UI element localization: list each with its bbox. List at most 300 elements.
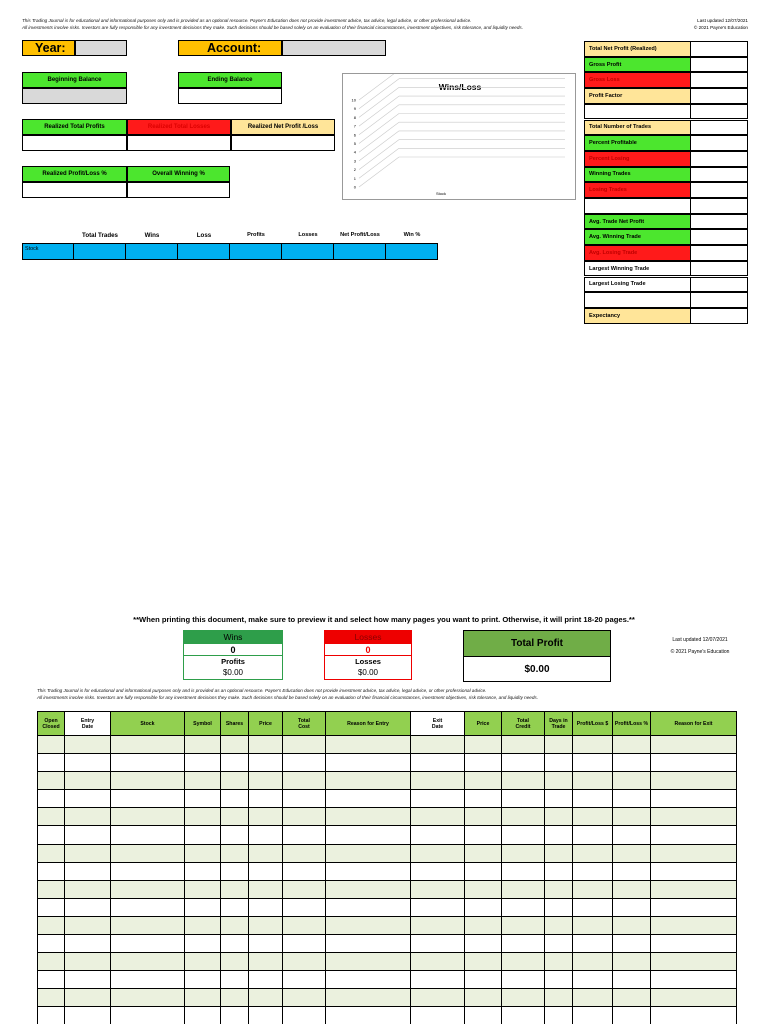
journal-cell[interactable] bbox=[111, 754, 185, 772]
journal-cell[interactable] bbox=[111, 953, 185, 971]
stat-label: Percent Profitable bbox=[584, 135, 691, 151]
journal-cell[interactable] bbox=[283, 898, 326, 916]
journal-cell[interactable] bbox=[573, 880, 613, 898]
journal-cell[interactable] bbox=[573, 808, 613, 826]
journal-cell[interactable] bbox=[185, 736, 221, 754]
summary-cell bbox=[74, 243, 126, 260]
journal-cell[interactable] bbox=[502, 971, 545, 989]
journal-cell[interactable] bbox=[465, 736, 502, 754]
journal-cell[interactable] bbox=[249, 880, 283, 898]
chart-plot bbox=[343, 74, 577, 201]
journal-cell[interactable] bbox=[326, 826, 411, 844]
journal-cell[interactable] bbox=[573, 898, 613, 916]
journal-cell[interactable] bbox=[545, 971, 573, 989]
journal-cell[interactable] bbox=[573, 772, 613, 790]
journal-cell[interactable] bbox=[545, 953, 573, 971]
journal-cell[interactable] bbox=[326, 1007, 411, 1024]
journal-cell[interactable] bbox=[411, 790, 465, 808]
chart-gridline-depth bbox=[359, 105, 399, 135]
journal-cell[interactable] bbox=[411, 754, 465, 772]
journal-cell[interactable] bbox=[545, 862, 573, 880]
stat-label: Largest Winning Trade bbox=[584, 261, 691, 277]
journal-cell[interactable] bbox=[38, 736, 65, 754]
journal-cell[interactable] bbox=[613, 808, 651, 826]
journal-cell[interactable] bbox=[249, 989, 283, 1007]
stat-row bbox=[584, 88, 748, 104]
journal-cell[interactable] bbox=[283, 935, 326, 953]
journal-cell[interactable] bbox=[283, 916, 326, 934]
version-info bbox=[640, 18, 748, 31]
beginning-balance-input[interactable] bbox=[22, 88, 127, 104]
journal-cell[interactable] bbox=[65, 772, 111, 790]
journal-cell[interactable] bbox=[573, 844, 613, 862]
journal-cell[interactable] bbox=[221, 736, 249, 754]
journal-cell[interactable] bbox=[651, 989, 737, 1007]
journal-cell[interactable] bbox=[221, 898, 249, 916]
journal-cell[interactable] bbox=[651, 844, 737, 862]
journal-cell[interactable] bbox=[38, 935, 65, 953]
journal-cell[interactable] bbox=[326, 953, 411, 971]
journal-cell[interactable] bbox=[411, 989, 465, 1007]
journal-cell[interactable] bbox=[545, 898, 573, 916]
journal-cell[interactable] bbox=[38, 754, 65, 772]
journal-cell[interactable] bbox=[65, 989, 111, 1007]
total-profit-label: Total Profit bbox=[464, 631, 610, 657]
journal-cell[interactable] bbox=[221, 935, 249, 953]
score-copyright: © 2021 Payne's Education bbox=[670, 649, 730, 655]
journal-cell[interactable] bbox=[545, 772, 573, 790]
journal-cell[interactable] bbox=[465, 826, 502, 844]
journal-cell[interactable] bbox=[651, 754, 737, 772]
journal-cell[interactable] bbox=[613, 754, 651, 772]
stat-row bbox=[584, 135, 748, 151]
journal-cell[interactable] bbox=[465, 772, 502, 790]
journal-cell[interactable] bbox=[221, 953, 249, 971]
journal-cell[interactable] bbox=[185, 772, 221, 790]
journal-cell[interactable] bbox=[185, 790, 221, 808]
journal-cell[interactable] bbox=[249, 971, 283, 989]
journal-cell[interactable] bbox=[411, 862, 465, 880]
overall-winning-label: Overall Winning % bbox=[127, 166, 230, 182]
stat-label bbox=[584, 104, 691, 120]
stat-row bbox=[584, 120, 748, 136]
journal-cell[interactable] bbox=[411, 880, 465, 898]
journal-cell[interactable] bbox=[185, 989, 221, 1007]
journal-cell[interactable] bbox=[326, 971, 411, 989]
journal-cell[interactable] bbox=[111, 826, 185, 844]
journal-cell[interactable] bbox=[545, 826, 573, 844]
journal-cell[interactable] bbox=[573, 953, 613, 971]
disclaimer-mid bbox=[37, 688, 737, 701]
journal-cell[interactable] bbox=[465, 844, 502, 862]
journal-column-header: Reason for Exit bbox=[651, 712, 737, 736]
journal-cell[interactable] bbox=[65, 916, 111, 934]
journal-cell[interactable] bbox=[573, 971, 613, 989]
journal-cell[interactable] bbox=[502, 772, 545, 790]
journal-cell[interactable] bbox=[38, 953, 65, 971]
journal-cell[interactable] bbox=[651, 971, 737, 989]
realized-net-value bbox=[231, 135, 335, 151]
journal-cell[interactable] bbox=[545, 754, 573, 772]
journal-cell[interactable] bbox=[221, 772, 249, 790]
journal-cell[interactable] bbox=[38, 898, 65, 916]
journal-cell[interactable] bbox=[573, 826, 613, 844]
journal-cell[interactable] bbox=[326, 736, 411, 754]
journal-cell[interactable] bbox=[465, 754, 502, 772]
journal-cell[interactable] bbox=[411, 953, 465, 971]
journal-cell[interactable] bbox=[65, 953, 111, 971]
journal-cell[interactable] bbox=[38, 880, 65, 898]
journal-cell[interactable] bbox=[651, 935, 737, 953]
journal-cell[interactable] bbox=[249, 844, 283, 862]
journal-cell[interactable] bbox=[502, 736, 545, 754]
journal-column-header: Profit/Loss $ bbox=[573, 712, 613, 736]
journal-cell[interactable] bbox=[465, 989, 502, 1007]
journal-cell[interactable] bbox=[502, 808, 545, 826]
journal-cell[interactable] bbox=[545, 844, 573, 862]
journal-cell[interactable] bbox=[185, 935, 221, 953]
journal-cell[interactable] bbox=[573, 989, 613, 1007]
journal-column-header: Reason for Entry bbox=[326, 712, 411, 736]
journal-cell[interactable] bbox=[185, 844, 221, 862]
journal-cell[interactable] bbox=[38, 790, 65, 808]
journal-cell[interactable] bbox=[38, 1007, 65, 1024]
journal-cell[interactable] bbox=[411, 898, 465, 916]
journal-cell[interactable] bbox=[326, 754, 411, 772]
year-input[interactable] bbox=[75, 40, 127, 56]
journal-cell[interactable] bbox=[326, 898, 411, 916]
journal-cell[interactable] bbox=[283, 754, 326, 772]
journal-cell[interactable] bbox=[249, 1007, 283, 1024]
journal-cell[interactable] bbox=[111, 935, 185, 953]
journal-cell[interactable] bbox=[573, 790, 613, 808]
stat-label: Percent Losing bbox=[584, 151, 691, 167]
journal-cell[interactable] bbox=[249, 953, 283, 971]
journal-cell[interactable] bbox=[185, 880, 221, 898]
journal-cell[interactable] bbox=[65, 844, 111, 862]
journal-cell[interactable] bbox=[283, 826, 326, 844]
journal-cell[interactable] bbox=[185, 862, 221, 880]
chart-gridline-depth bbox=[359, 74, 399, 100]
journal-cell[interactable] bbox=[502, 862, 545, 880]
stat-value bbox=[691, 292, 748, 308]
stat-value bbox=[691, 57, 748, 73]
chart-gridline-depth bbox=[359, 79, 399, 109]
journal-cell[interactable] bbox=[651, 772, 737, 790]
journal-cell[interactable] bbox=[326, 989, 411, 1007]
journal-cell[interactable] bbox=[573, 862, 613, 880]
journal-cell[interactable] bbox=[38, 971, 65, 989]
journal-cell[interactable] bbox=[613, 772, 651, 790]
journal-cell[interactable] bbox=[573, 1007, 613, 1024]
journal-cell[interactable] bbox=[221, 844, 249, 862]
journal-cell[interactable] bbox=[545, 736, 573, 754]
journal-cell[interactable] bbox=[249, 736, 283, 754]
journal-cell[interactable] bbox=[185, 916, 221, 934]
journal-cell[interactable] bbox=[326, 862, 411, 880]
journal-cell[interactable] bbox=[221, 826, 249, 844]
journal-cell[interactable] bbox=[465, 935, 502, 953]
journal-cell[interactable] bbox=[465, 808, 502, 826]
journal-cell[interactable] bbox=[38, 844, 65, 862]
journal-cell[interactable] bbox=[502, 790, 545, 808]
journal-cell[interactable] bbox=[65, 971, 111, 989]
journal-cell[interactable] bbox=[221, 808, 249, 826]
journal-cell[interactable] bbox=[38, 826, 65, 844]
journal-cell[interactable] bbox=[249, 772, 283, 790]
journal-cell[interactable] bbox=[221, 862, 249, 880]
journal-cell[interactable] bbox=[283, 989, 326, 1007]
journal-cell[interactable] bbox=[221, 916, 249, 934]
journal-cell[interactable] bbox=[65, 736, 111, 754]
journal-cell[interactable] bbox=[38, 808, 65, 826]
journal-column-header: Profit/Loss % bbox=[613, 712, 651, 736]
journal-cell[interactable] bbox=[221, 971, 249, 989]
journal-cell[interactable] bbox=[613, 971, 651, 989]
beginning-balance-label: Beginning Balance bbox=[22, 72, 127, 88]
journal-cell[interactable] bbox=[465, 862, 502, 880]
journal-cell[interactable] bbox=[411, 916, 465, 934]
journal-cell[interactable] bbox=[573, 916, 613, 934]
journal-cell[interactable] bbox=[65, 862, 111, 880]
profits-label: Profits bbox=[221, 657, 245, 666]
journal-cell[interactable] bbox=[65, 935, 111, 953]
losses-amount-value: $0.00 bbox=[357, 668, 379, 677]
journal-cell[interactable] bbox=[573, 754, 613, 772]
journal-cell[interactable] bbox=[111, 1007, 185, 1024]
journal-cell[interactable] bbox=[613, 989, 651, 1007]
journal-cell[interactable] bbox=[111, 808, 185, 826]
journal-cell[interactable] bbox=[613, 916, 651, 934]
journal-cell[interactable] bbox=[465, 898, 502, 916]
journal-cell[interactable] bbox=[185, 1007, 221, 1024]
journal-cell[interactable] bbox=[185, 898, 221, 916]
journal-cell[interactable] bbox=[502, 826, 545, 844]
journal-cell[interactable] bbox=[502, 953, 545, 971]
journal-cell[interactable] bbox=[326, 880, 411, 898]
stat-row bbox=[584, 277, 748, 293]
stat-label: Avg. Winning Trade bbox=[584, 229, 691, 245]
journal-cell[interactable] bbox=[249, 935, 283, 953]
journal-cell[interactable] bbox=[613, 935, 651, 953]
stat-row bbox=[584, 292, 748, 308]
journal-cell[interactable] bbox=[545, 916, 573, 934]
journal-cell[interactable] bbox=[651, 953, 737, 971]
journal-cell[interactable] bbox=[283, 844, 326, 862]
journal-cell[interactable] bbox=[111, 772, 185, 790]
journal-cell[interactable] bbox=[502, 935, 545, 953]
journal-cell[interactable] bbox=[465, 953, 502, 971]
journal-cell[interactable] bbox=[465, 971, 502, 989]
journal-cell[interactable] bbox=[283, 1007, 326, 1024]
stat-label: Avg. Trade Net Profit bbox=[584, 214, 691, 230]
journal-cell[interactable] bbox=[613, 736, 651, 754]
journal-cell[interactable] bbox=[283, 808, 326, 826]
losses-amount-label: Losses bbox=[355, 657, 381, 666]
stat-value bbox=[691, 135, 748, 151]
journal-cell[interactable] bbox=[545, 989, 573, 1007]
journal-cell[interactable] bbox=[283, 971, 326, 989]
journal-cell[interactable] bbox=[502, 844, 545, 862]
journal-cell[interactable] bbox=[38, 916, 65, 934]
stat-label bbox=[584, 292, 691, 308]
journal-cell[interactable] bbox=[502, 880, 545, 898]
journal-cell[interactable] bbox=[249, 790, 283, 808]
journal-cell[interactable] bbox=[249, 862, 283, 880]
journal-cell[interactable] bbox=[411, 808, 465, 826]
journal-cell[interactable] bbox=[411, 826, 465, 844]
journal-cell[interactable] bbox=[465, 790, 502, 808]
journal-cell[interactable] bbox=[613, 953, 651, 971]
journal-cell[interactable] bbox=[221, 790, 249, 808]
journal-cell[interactable] bbox=[111, 736, 185, 754]
journal-cell[interactable] bbox=[411, 971, 465, 989]
ending-balance-value bbox=[178, 88, 282, 104]
journal-cell[interactable] bbox=[326, 772, 411, 790]
journal-cell[interactable] bbox=[651, 826, 737, 844]
stat-value bbox=[691, 182, 748, 198]
journal-cell[interactable] bbox=[283, 862, 326, 880]
journal-cell[interactable] bbox=[326, 844, 411, 862]
journal-cell[interactable] bbox=[411, 772, 465, 790]
journal-cell[interactable] bbox=[411, 844, 465, 862]
table-row bbox=[38, 826, 737, 844]
journal-cell[interactable] bbox=[545, 1007, 573, 1024]
journal-cell[interactable] bbox=[573, 736, 613, 754]
journal-cell[interactable] bbox=[185, 953, 221, 971]
journal-cell[interactable] bbox=[111, 844, 185, 862]
chart-y-tick: 6 bbox=[353, 132, 356, 138]
journal-cell[interactable] bbox=[326, 935, 411, 953]
journal-cell[interactable] bbox=[221, 754, 249, 772]
journal-cell[interactable] bbox=[111, 880, 185, 898]
journal-cell[interactable] bbox=[545, 790, 573, 808]
journal-cell[interactable] bbox=[411, 1007, 465, 1024]
journal-cell[interactable] bbox=[221, 1007, 249, 1024]
journal-column-header: Symbol bbox=[185, 712, 221, 736]
journal-cell[interactable] bbox=[283, 772, 326, 790]
stat-label: Total Number of Trades bbox=[584, 120, 691, 136]
journal-cell[interactable] bbox=[111, 898, 185, 916]
journal-cell[interactable] bbox=[249, 916, 283, 934]
journal-cell[interactable] bbox=[65, 1007, 111, 1024]
journal-cell[interactable] bbox=[545, 808, 573, 826]
journal-cell[interactable] bbox=[651, 808, 737, 826]
journal-cell[interactable] bbox=[249, 808, 283, 826]
journal-cell[interactable] bbox=[411, 935, 465, 953]
journal-cell[interactable] bbox=[65, 880, 111, 898]
journal-cell[interactable] bbox=[249, 754, 283, 772]
realized-pct-label: Realized Profit/Loss % bbox=[22, 166, 127, 182]
journal-cell[interactable] bbox=[111, 790, 185, 808]
journal-cell[interactable] bbox=[65, 808, 111, 826]
journal-cell[interactable] bbox=[111, 916, 185, 934]
journal-cell[interactable] bbox=[465, 916, 502, 934]
chart-gridline-depth bbox=[359, 157, 399, 187]
journal-cell[interactable] bbox=[249, 898, 283, 916]
journal-cell[interactable] bbox=[651, 1007, 737, 1024]
journal-cell[interactable] bbox=[283, 880, 326, 898]
journal-cell[interactable] bbox=[651, 880, 737, 898]
journal-cell[interactable] bbox=[613, 790, 651, 808]
table-row bbox=[38, 754, 737, 772]
journal-cell[interactable] bbox=[283, 790, 326, 808]
journal-cell[interactable] bbox=[283, 736, 326, 754]
table-row bbox=[38, 862, 737, 880]
journal-cell[interactable] bbox=[221, 880, 249, 898]
journal-cell[interactable] bbox=[613, 1007, 651, 1024]
journal-cell[interactable] bbox=[65, 790, 111, 808]
disclaimer-mid-line-2: All investments involve risks. Investors are fully responsible for any investment decisions they make. Such decisions should be based solely on an evaluation of their financial circumstances, investment objectives, risk tolerance, and liquidity needs. bbox=[37, 694, 538, 700]
journal-cell[interactable] bbox=[502, 989, 545, 1007]
journal-cell[interactable] bbox=[613, 898, 651, 916]
journal-cell[interactable] bbox=[221, 989, 249, 1007]
journal-cell[interactable] bbox=[38, 989, 65, 1007]
journal-cell[interactable] bbox=[249, 826, 283, 844]
journal-cell[interactable] bbox=[465, 880, 502, 898]
print-note: **When printing this document, make sure to preview it and select how many pages you want to print. Otherwise, it will print 18-20 pages.** bbox=[133, 615, 635, 624]
journal-cell[interactable] bbox=[465, 1007, 502, 1024]
journal-cell[interactable] bbox=[38, 772, 65, 790]
journal-cell[interactable] bbox=[502, 916, 545, 934]
journal-cell[interactable] bbox=[651, 916, 737, 934]
stat-row bbox=[584, 245, 748, 261]
journal-cell[interactable] bbox=[545, 880, 573, 898]
account-input[interactable] bbox=[282, 40, 386, 56]
journal-cell[interactable] bbox=[502, 1007, 545, 1024]
last-updated: Last updated 12/07/2021 bbox=[697, 18, 748, 23]
journal-cell[interactable] bbox=[185, 808, 221, 826]
summary-row bbox=[22, 243, 438, 260]
journal-cell[interactable] bbox=[502, 754, 545, 772]
journal-cell[interactable] bbox=[651, 862, 737, 880]
journal-cell[interactable] bbox=[111, 971, 185, 989]
journal-cell[interactable] bbox=[185, 971, 221, 989]
journal-cell[interactable] bbox=[326, 790, 411, 808]
journal-cell[interactable] bbox=[326, 916, 411, 934]
journal-cell[interactable] bbox=[111, 862, 185, 880]
journal-cell[interactable] bbox=[545, 935, 573, 953]
overall-winning-value bbox=[127, 182, 230, 198]
chart-gridline-depth bbox=[359, 114, 399, 144]
journal-cell[interactable] bbox=[613, 880, 651, 898]
stat-label: Total Net Profit (Realized) bbox=[584, 41, 691, 57]
journal-cell[interactable] bbox=[185, 754, 221, 772]
journal-cell[interactable] bbox=[185, 826, 221, 844]
journal-cell[interactable] bbox=[326, 808, 411, 826]
journal-cell[interactable] bbox=[65, 898, 111, 916]
journal-cell[interactable] bbox=[65, 826, 111, 844]
journal-cell[interactable] bbox=[411, 736, 465, 754]
journal-cell[interactable] bbox=[651, 898, 737, 916]
journal-cell[interactable] bbox=[613, 862, 651, 880]
table-row bbox=[38, 844, 737, 862]
journal-cell[interactable] bbox=[613, 826, 651, 844]
journal-cell[interactable] bbox=[651, 790, 737, 808]
stat-row bbox=[584, 104, 748, 120]
journal-cell[interactable] bbox=[502, 898, 545, 916]
journal-cell[interactable] bbox=[65, 754, 111, 772]
journal-cell[interactable] bbox=[111, 989, 185, 1007]
wins-label: Wins bbox=[184, 631, 282, 644]
journal-cell[interactable] bbox=[283, 953, 326, 971]
chart-gridline-depth bbox=[359, 140, 399, 170]
journal-cell[interactable] bbox=[651, 736, 737, 754]
journal-cell[interactable] bbox=[613, 844, 651, 862]
stat-row bbox=[584, 214, 748, 230]
journal-cell[interactable] bbox=[38, 862, 65, 880]
journal-cell[interactable] bbox=[573, 935, 613, 953]
